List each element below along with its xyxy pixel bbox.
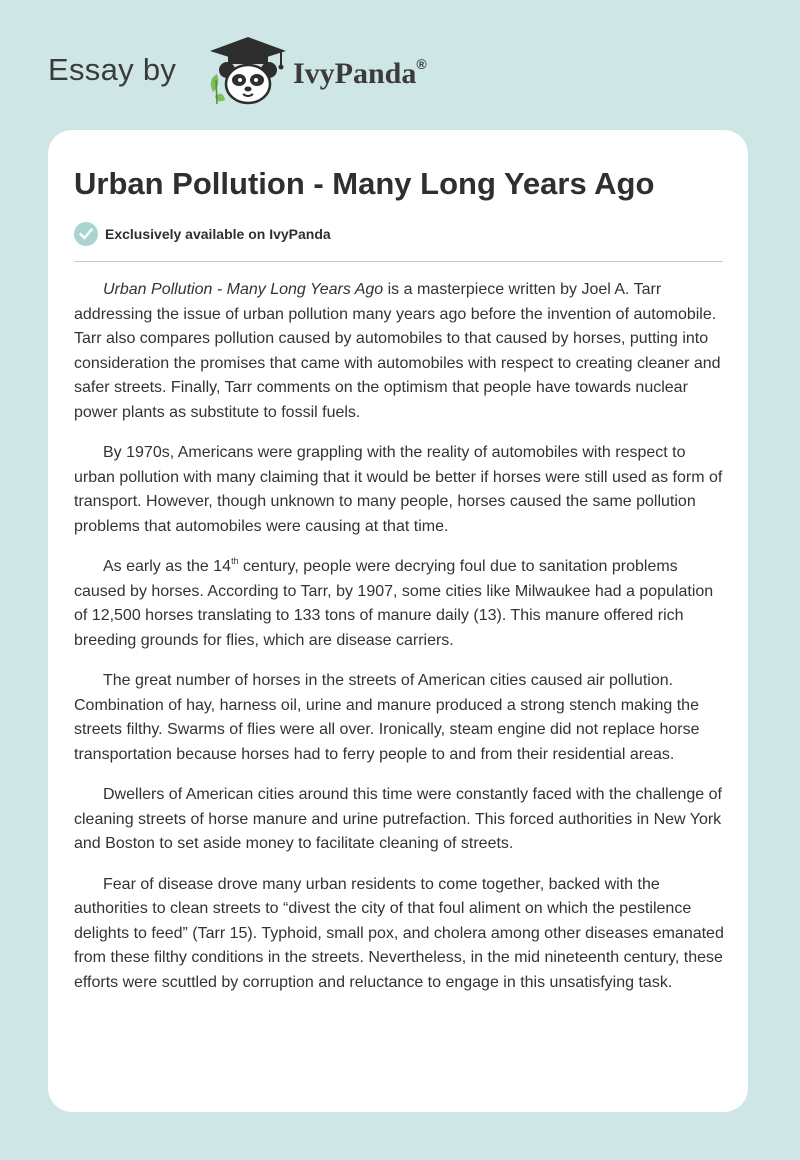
essay-by-label: Essay by: [48, 52, 177, 87]
paragraph-4: The great number of horses in the streets of American cities caused air pollution. Combination of hay, harness oil, urine and manure produced a strong stench making the streets filthy. Swarms of flies were all over. Ironically, steam engine did not replace horse transportation because horses had to ferry people to and from their residential areas.: [74, 672, 700, 763]
page-title: Urban Pollution - Many Long Years Ago: [74, 166, 655, 201]
badge-label: Exclusively available on IvyPanda: [105, 226, 331, 242]
paragraph-5: Dwellers of American cities around this time were constantly faced with the challenge of cleaning streets of horse manure and urine putrefaction. This forced authorities in New York and Boston to set aside money to facilitate cleaning of streets.: [74, 786, 722, 852]
essay-title-italic: Urban Pollution - Many Long Years Ago: [103, 281, 384, 298]
paragraph-3: As early as the 14th century, people were decrying foul due to sanitation problems caused by horses. According to Tarr, by 1907, some cities like Milwaukee had a population of 12,500 horses translating to 133 tons of manure daily (13). This manure offered rich breeding grounds for flies, which are disease carriers.: [74, 556, 714, 649]
paragraph-2: By 1970s, Americans were grappling with the reality of automobiles with respect to urban pollution with many claiming that it would be better if horses were still used as form of transport. However, though unknown to many people, horses caused the same pollution problems that automobiles were causing at that time.: [74, 444, 723, 535]
paragraph-1: Urban Pollution - Many Long Years Ago is a masterpiece written by Joel A. Tarr addressing the issue of urban pollution many years ago before the invention of automobile. Tarr also compares pollution caused by automobiles to that caused by horses, putting into consideration the promises that came with automobiles with respect to creating cleaner and safer streets. Finally, Tarr comments on the optimism that people have towards nuclear power plants as substitute to fossil fuels.: [74, 281, 721, 421]
check-icon: [74, 222, 98, 246]
exclusive-badge: [74, 222, 331, 246]
divider: [74, 261, 723, 262]
brand-name[interactable]: IvyPanda®: [293, 56, 427, 90]
panda-graduate-icon[interactable]: [203, 34, 293, 106]
site-header: [48, 34, 548, 106]
essay-body: [74, 278, 726, 1011]
registered-mark: ®: [416, 56, 427, 72]
essay-card: [48, 130, 748, 1112]
paragraph-6: Fear of disease drove many urban residents to come together, backed with the authorities to clean streets to “divest the city of that foul aliment on which the pestilence delights to feed” (Tarr 15). Typhoid, small pox, and cholera among other diseases emanated from these filthy conditions in the streets. Nevertheless, in the mid nineteenth century, these efforts were scuttled by corruption and reluctance to engage in this unsatisfying task.: [74, 875, 724, 991]
